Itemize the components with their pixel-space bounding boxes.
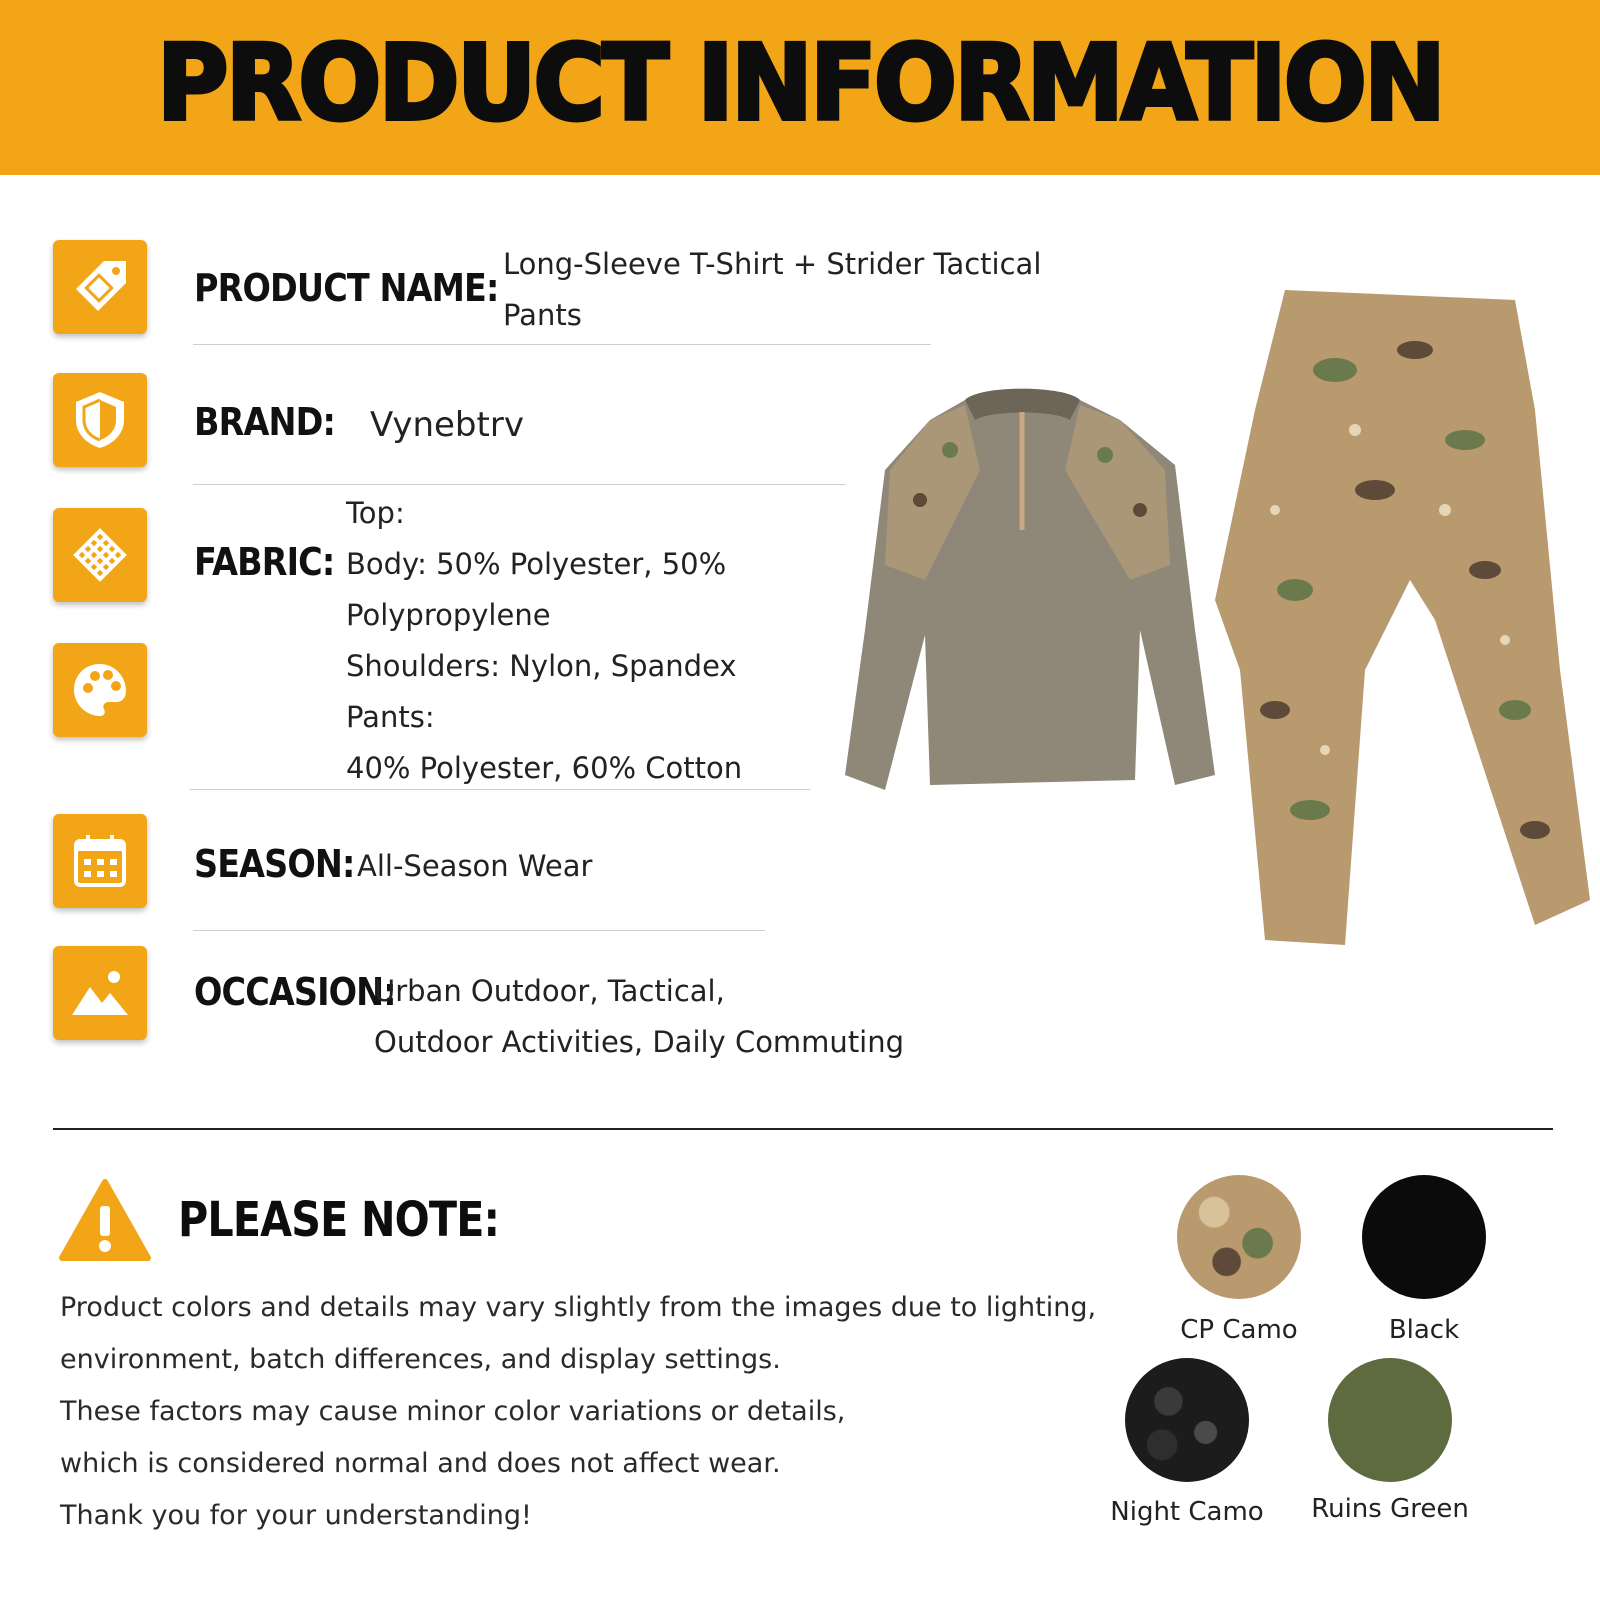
calendar-icon xyxy=(53,814,147,908)
occasion-value-1: Urban Outdoor, Tactical, xyxy=(374,974,725,1008)
note-line: These factors may cause minor color variations or details, xyxy=(60,1396,846,1427)
page-title: PRODUCT INFORMATION xyxy=(156,22,1444,144)
note-line: environment, batch differences, and display settings. xyxy=(60,1344,781,1375)
divider xyxy=(193,930,765,931)
brand-value: Vynebtrv xyxy=(370,405,524,445)
divider xyxy=(193,344,931,345)
swatch-night-camo[interactable] xyxy=(1125,1358,1249,1482)
occasion-value-2: Outdoor Activities, Daily Commuting xyxy=(374,1025,905,1059)
mountain-icon xyxy=(53,946,147,1040)
occasion-label: OCCASION: xyxy=(194,970,396,1014)
divider xyxy=(190,789,810,790)
season-label: SEASON: xyxy=(194,842,355,886)
fabric-label: FABRIC: xyxy=(194,540,335,584)
swatch-label: Black xyxy=(1388,1315,1460,1345)
header-banner xyxy=(0,0,1600,175)
season-value: All-Season Wear xyxy=(357,849,593,883)
fabric-line: Pants: xyxy=(346,700,435,734)
warning-icon xyxy=(58,1178,152,1262)
note-line: Product colors and details may vary slightly from the images due to lighting, xyxy=(60,1292,1097,1323)
fabric-weave-icon xyxy=(53,508,147,602)
swatch-cp-camo[interactable] xyxy=(1177,1175,1301,1299)
fabric-line: Body: 50% Polyester, 50% xyxy=(346,547,727,581)
swatch-label: Ruins Green xyxy=(1311,1494,1469,1524)
palette-icon xyxy=(53,643,147,737)
section-divider xyxy=(53,1128,1553,1130)
product-name-value-1: Long-Sleeve T-Shirt + Strider Tactical xyxy=(503,247,1042,281)
swatch-label: Night Camo xyxy=(1110,1497,1264,1527)
shield-icon xyxy=(53,373,147,467)
brand-label: BRAND: xyxy=(194,400,335,444)
fabric-line: Polypropylene xyxy=(346,598,551,632)
note-line: which is considered normal and does not affect wear. xyxy=(60,1448,781,1479)
note-title: PLEASE NOTE: xyxy=(178,1192,500,1248)
product-name-value-2: Pants xyxy=(503,298,582,332)
fabric-line: 40% Polyester, 60% Cotton xyxy=(346,751,743,785)
divider xyxy=(193,484,846,485)
note-line: Thank you for your understanding! xyxy=(60,1500,532,1531)
tactical-pants-image xyxy=(1215,290,1595,950)
tactical-shirt-image xyxy=(830,380,1230,810)
price-tag-icon xyxy=(53,240,147,334)
fabric-line: Shoulders: Nylon, Spandex xyxy=(346,649,737,683)
product-name-label: PRODUCT NAME: xyxy=(194,266,499,310)
swatch-black[interactable] xyxy=(1362,1175,1486,1299)
swatch-ruins-green[interactable] xyxy=(1328,1358,1452,1482)
fabric-line: Top: xyxy=(346,496,405,530)
swatch-label: CP Camo xyxy=(1180,1315,1298,1345)
